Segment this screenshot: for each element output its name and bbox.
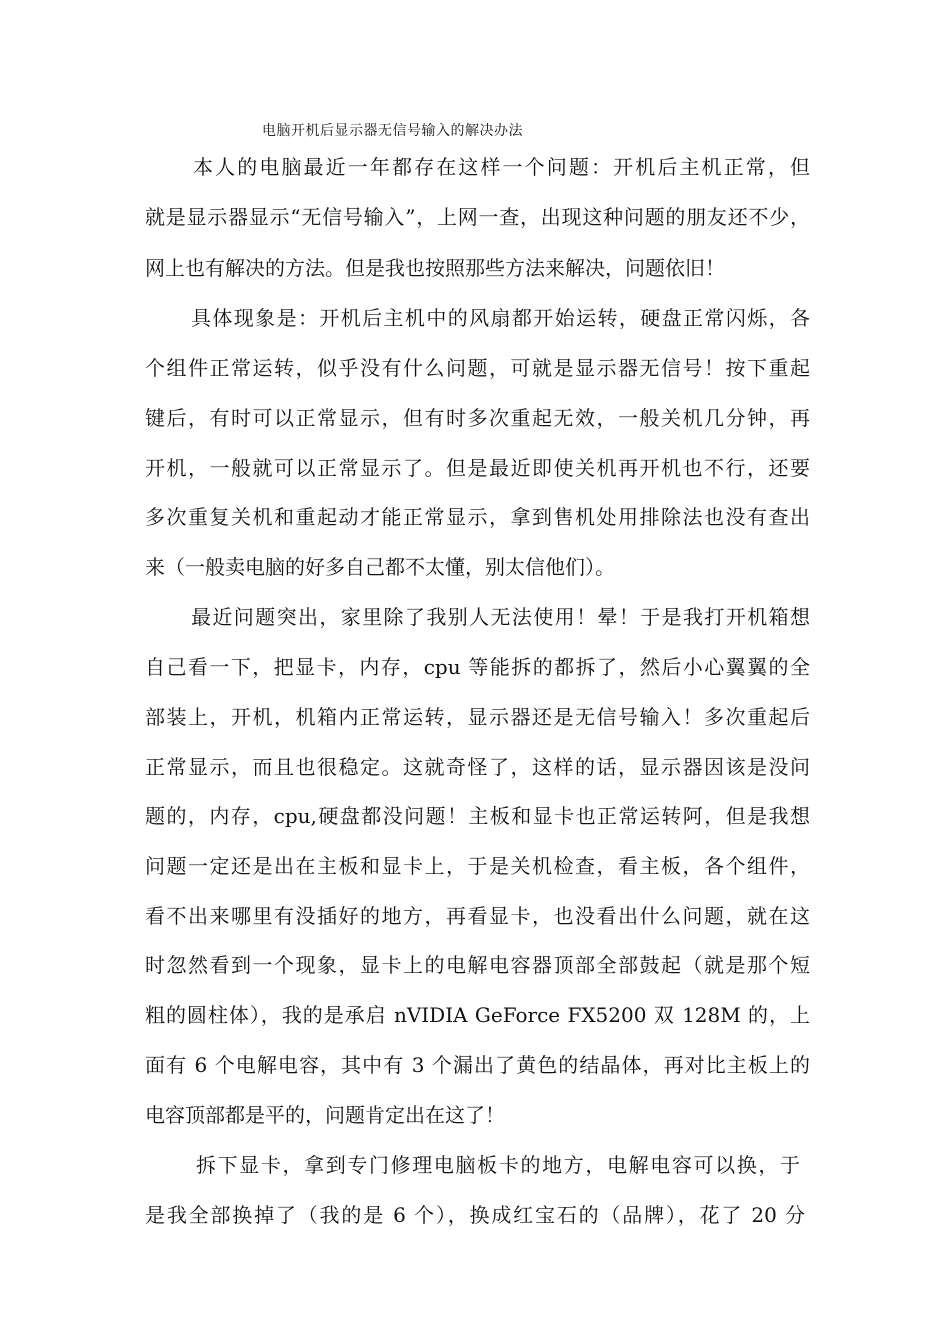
paragraph-3-line-3: 部装上，开机，机箱内正常运转，显示器还是无信号输入！多次重起后 [145,705,810,729]
paragraph-3-line-1: 最近问题突出，家里除了我别人无法使用！晕！于是我打开机箱想 [191,605,810,629]
paragraph-3-line-6: 问题一定还是出在主板和显卡上，于是关机检查，看主板，各个组件， [145,854,810,878]
paragraph-3-line-9: 粗的圆柱体），我的是承启 nVIDIA GeForce FX5200 双 128M 的，上 [145,1003,810,1027]
paragraph-3-line-7: 看不出来哪里有没插好的地方，再看显卡，也没看出什么问题，就在这 [145,904,810,928]
paragraph-3-line-5: 题的，内存，cpu,硬盘都没问题！主板和显卡也正常运转阿，但是我想 [145,804,810,828]
paragraph-2-line-6: 来（一般卖电脑的好多自己都不太懂，别太信他们）。 [145,555,615,579]
paragraph-2-line-1: 具体现象是：开机后主机中的风扇都开始运转，硬盘正常闪烁，各 [191,306,810,330]
paragraph-3-line-11: 电容顶部都是平的，问题肯定出在这了！ [145,1103,505,1127]
paragraph-3-line-2: 自己看一下，把显卡，内存，cpu 等能拆的都拆了，然后小心翼翼的全 [145,655,810,679]
paragraph-1-line-2: 就是显示器显示“无信号输入”，上网一查，出现这种问题的朋友还不少， [145,205,810,229]
paragraph-3-line-4: 正常显示，而且也很稳定。这就奇怪了，这样的话，显示器因该是没问 [145,755,810,779]
paragraph-2-line-3: 键后，有时可以正常显示，但有时多次重起无效，一般关机几分钟，再 [145,406,810,430]
paragraph-2-line-4: 开机，一般就可以正常显示了。但是最近即使关机再开机也不行，还要 [145,456,810,480]
paragraph-3-line-8: 时忽然看到一个现象，显卡上的电解电容器顶部全部鼓起（就是那个短 [145,953,810,977]
paragraph-1-line-1: 本人的电脑最近一年都存在这样一个问题：开机后主机正常，但 [193,155,810,179]
paragraph-3-line-10: 面有 6 个电解电容，其中有 3 个漏出了黄色的结晶体，再对比主板上的 [145,1053,810,1077]
paragraph-4-line-1: 拆下显卡，拿到专门修理电脑板卡的地方，电解电容可以换，于 [196,1153,800,1177]
paragraph-2-line-2: 个组件正常运转，似乎没有什么问题，可就是显示器无信号！按下重起 [145,356,810,380]
document-title: 电脑开机后显示器无信号输入的解决办法 [262,123,523,139]
paragraph-2-line-5: 多次重复关机和重起动才能正常显示，拿到售机处用排除法也没有查出 [145,505,810,529]
paragraph-1-line-3: 网上也有解决的方法。但是我也按照那些方法来解决，问题依旧！ [145,256,725,280]
paragraph-4-line-2: 是我全部换掉了（我的是 6 个），换成红宝石的（品牌），花了 20 分 [145,1203,805,1227]
